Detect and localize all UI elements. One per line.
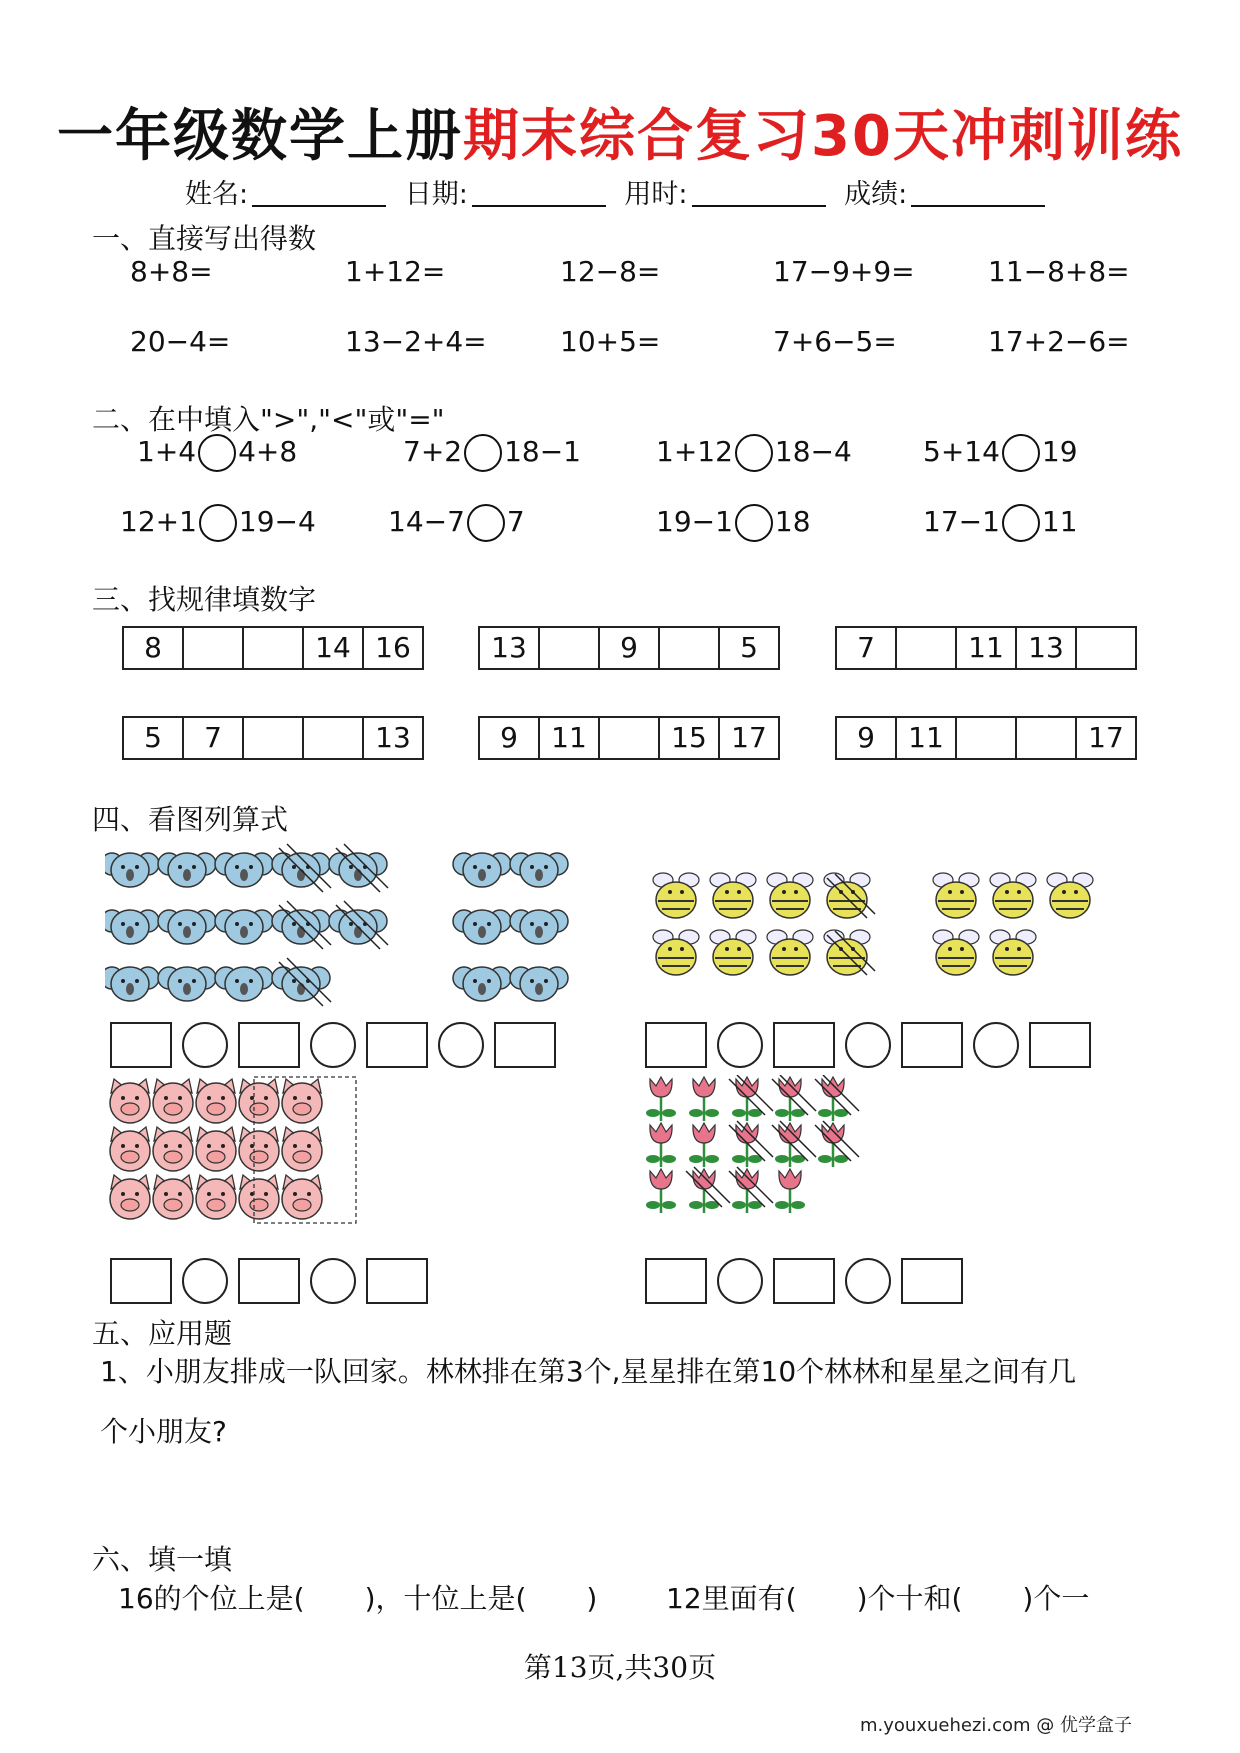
bee-icon xyxy=(990,930,1036,975)
pig-icon xyxy=(153,1127,193,1171)
right-expression: 19 xyxy=(1041,435,1078,468)
sequence-cell: 13 xyxy=(362,716,424,760)
page-title xyxy=(0,92,1240,172)
score-field[interactable] xyxy=(844,172,1045,211)
koala-picture xyxy=(105,840,575,1010)
sequence-row xyxy=(122,716,424,760)
date-field[interactable] xyxy=(405,172,606,211)
sequence-cell[interactable] xyxy=(538,626,600,670)
left-expression: 1+4 xyxy=(137,435,197,468)
koala-icon xyxy=(453,967,511,1001)
pig-icon xyxy=(110,1175,150,1219)
pig-icon xyxy=(239,1079,279,1123)
pig-picture xyxy=(108,1075,368,1225)
sequence-cell: 13 xyxy=(478,626,540,670)
tulip-icon xyxy=(818,1123,848,1167)
score-label: 成绩: xyxy=(844,179,908,210)
q2-part-b: )个十和( xyxy=(856,1582,963,1615)
koala-icon xyxy=(105,910,159,944)
title-red: 期末综合复习30天冲刺训练 xyxy=(463,104,1183,169)
comparison-circle[interactable] xyxy=(1002,434,1040,472)
fill-question-2 xyxy=(666,1577,1089,1617)
comparison-circle[interactable] xyxy=(199,504,237,542)
pig-icon xyxy=(196,1127,236,1171)
right-expression: 7 xyxy=(506,505,525,538)
student-info xyxy=(185,172,1055,211)
operator-circle[interactable] xyxy=(438,1022,484,1068)
right-expression: 4+8 xyxy=(238,435,298,468)
tulip-icon xyxy=(775,1123,805,1167)
arithmetic-problem: 8+8= xyxy=(130,255,213,288)
pig-icon xyxy=(239,1175,279,1219)
right-expression: 18 xyxy=(774,505,811,538)
word-problem-line1: 1、小朋友排成一队回家。林林排在第3个,星星排在第10个林林和星星之间有几 xyxy=(100,1355,1077,1388)
sequence-row xyxy=(835,716,1137,760)
answer-box[interactable] xyxy=(238,1022,300,1068)
arithmetic-problem: 1+12= xyxy=(345,255,446,288)
title-black: 一年级数学上册 xyxy=(57,104,464,169)
koala-icon xyxy=(158,853,216,887)
answer-box[interactable] xyxy=(238,1258,300,1304)
pig-icon xyxy=(196,1079,236,1123)
answer-box[interactable] xyxy=(110,1258,172,1304)
arithmetic-problem: 17−9+9= xyxy=(773,255,915,288)
sequence-cell[interactable] xyxy=(302,716,364,760)
sequence-cell: 9 xyxy=(598,626,660,670)
section4-heading: 四、看图列算式 xyxy=(92,803,289,836)
q2-part-a: 12里面有( xyxy=(666,1582,797,1615)
sequence-cell: 17 xyxy=(718,716,780,760)
left-expression: 1+12 xyxy=(656,435,733,468)
operator-circle[interactable] xyxy=(845,1258,891,1304)
comparison-circle[interactable] xyxy=(464,434,502,472)
pig-icon xyxy=(110,1127,150,1171)
section6-heading: 六、填一填 xyxy=(92,1543,233,1576)
pig-answer-row xyxy=(110,1258,438,1304)
q1-part-c: ) xyxy=(586,1582,598,1615)
answer-box[interactable] xyxy=(1029,1022,1091,1068)
arithmetic-problem: 17+2−6= xyxy=(988,325,1130,358)
tulip-icon xyxy=(818,1077,848,1121)
sequence-cell: 5 xyxy=(122,716,184,760)
fill-question-1 xyxy=(118,1577,597,1617)
sequence-row xyxy=(478,626,780,670)
sequence-cell: 9 xyxy=(478,716,540,760)
sequence-cell: 9 xyxy=(835,716,897,760)
tulip-icon xyxy=(646,1169,676,1213)
bee-picture xyxy=(640,868,1120,988)
section3-heading: 三、找规律填数字 xyxy=(92,583,317,616)
koala-icon xyxy=(105,967,159,1001)
right-expression: 18−1 xyxy=(504,435,581,468)
sequence-cell[interactable] xyxy=(598,716,660,760)
right-expression: 19−4 xyxy=(238,505,316,538)
time-field[interactable] xyxy=(624,172,825,211)
sequence-cell: 14 xyxy=(302,626,364,670)
bee-icon xyxy=(990,873,1036,918)
koala-icon xyxy=(510,967,568,1001)
name-label: 姓名: xyxy=(185,179,249,210)
q2-part-c: )个一 xyxy=(1022,1582,1090,1615)
pig-icon xyxy=(153,1175,193,1219)
section5-heading: 五、应用题 xyxy=(92,1317,233,1350)
comparison-problem xyxy=(923,434,1078,472)
pig-icon xyxy=(282,1175,322,1219)
comparison-problem xyxy=(403,434,581,472)
right-expression: 11 xyxy=(1041,505,1078,538)
pig-icon xyxy=(282,1127,322,1171)
sequence-cell: 11 xyxy=(538,716,600,760)
pig-icon xyxy=(196,1175,236,1219)
arithmetic-problem: 10+5= xyxy=(560,325,661,358)
section1-heading: 一、直接写出得数 xyxy=(92,222,317,255)
left-expression: 14−7 xyxy=(388,505,465,538)
bee-icon xyxy=(710,873,756,918)
left-expression: 19−1 xyxy=(656,505,733,538)
sequence-cell: 11 xyxy=(895,716,957,760)
left-expression: 5+14 xyxy=(923,435,1000,468)
sequence-row xyxy=(835,626,1137,670)
bee-icon xyxy=(767,873,813,918)
answer-box[interactable] xyxy=(110,1022,172,1068)
answer-box[interactable] xyxy=(773,1258,835,1304)
sequence-cell: 8 xyxy=(122,626,184,670)
answer-box[interactable] xyxy=(901,1258,963,1304)
pig-icon xyxy=(239,1127,279,1171)
pig-icon xyxy=(110,1079,150,1123)
comparison-problem xyxy=(656,434,852,472)
pig-icon xyxy=(282,1079,322,1123)
sequence-cell[interactable] xyxy=(182,626,244,670)
left-expression: 7+2 xyxy=(403,435,463,468)
section2-heading: 二、在中填入">","<"或"=" xyxy=(92,403,445,436)
tulip-icon xyxy=(646,1123,676,1167)
bee-icon xyxy=(767,930,813,975)
q1-part-a: 16的个位上是( xyxy=(118,1582,305,1615)
comparison-problem xyxy=(388,504,525,542)
bee-icon xyxy=(1047,873,1093,918)
tulip-icon xyxy=(732,1169,762,1213)
bee-icon xyxy=(824,930,870,975)
tulip-icon xyxy=(689,1077,719,1121)
answer-box[interactable] xyxy=(901,1022,963,1068)
sequence-cell[interactable] xyxy=(658,626,720,670)
comparison-circle[interactable] xyxy=(735,434,773,472)
arithmetic-problem: 20−4= xyxy=(130,325,231,358)
tulip-icon xyxy=(689,1169,719,1213)
arithmetic-problem: 11−8+8= xyxy=(988,255,1130,288)
bee-icon xyxy=(933,930,979,975)
sequence-cell: 7 xyxy=(835,626,897,670)
comparison-problem xyxy=(656,504,811,542)
koala-icon xyxy=(215,910,273,944)
tulip-icon xyxy=(646,1077,676,1121)
operator-circle[interactable] xyxy=(973,1022,1019,1068)
tulip-icon xyxy=(689,1123,719,1167)
bee-icon xyxy=(710,930,756,975)
tulip-icon xyxy=(775,1077,805,1121)
comparison-circle[interactable] xyxy=(1002,504,1040,542)
koala-icon xyxy=(510,853,568,887)
operator-circle[interactable] xyxy=(717,1258,763,1304)
word-problem-line2: 个小朋友? xyxy=(100,1415,227,1448)
koala-icon xyxy=(158,967,216,1001)
sequence-cell: 15 xyxy=(658,716,720,760)
arithmetic-problem: 13−2+4= xyxy=(345,325,487,358)
bee-icon xyxy=(824,873,870,918)
answer-box[interactable] xyxy=(773,1022,835,1068)
koala-answer-row xyxy=(110,1022,566,1068)
koala-icon xyxy=(453,853,511,887)
koala-icon xyxy=(215,967,273,1001)
name-field[interactable] xyxy=(185,172,386,211)
sequence-cell[interactable] xyxy=(242,626,304,670)
koala-icon xyxy=(510,910,568,944)
left-expression: 12+1 xyxy=(120,505,197,538)
bee-icon xyxy=(653,930,699,975)
sequence-cell: 7 xyxy=(182,716,244,760)
q1-part-b: )，十位上是( xyxy=(364,1582,527,1615)
page-number: 第13页,共30页 xyxy=(523,1651,717,1684)
right-expression: 18−4 xyxy=(774,435,852,468)
sequence-cell: 13 xyxy=(1015,626,1077,670)
answer-box[interactable] xyxy=(366,1258,428,1304)
koala-icon xyxy=(105,853,159,887)
sequence-row xyxy=(478,716,780,760)
sequence-cell: 11 xyxy=(955,626,1017,670)
tulip-icon xyxy=(732,1123,762,1167)
sequence-cell[interactable] xyxy=(242,716,304,760)
arithmetic-problem: 7+6−5= xyxy=(773,325,897,358)
tulip-answer-row xyxy=(645,1258,973,1304)
tulip-icon xyxy=(732,1077,762,1121)
left-expression: 17−1 xyxy=(923,505,1000,538)
comparison-problem xyxy=(137,434,297,472)
sequence-cell: 16 xyxy=(362,626,424,670)
operator-circle[interactable] xyxy=(845,1022,891,1068)
time-label: 用时: xyxy=(624,179,688,210)
tulip-picture xyxy=(645,1075,895,1225)
answer-box[interactable] xyxy=(645,1022,707,1068)
koala-icon xyxy=(158,910,216,944)
bee-answer-row xyxy=(645,1022,1101,1068)
bee-icon xyxy=(653,873,699,918)
arithmetic-problem: 12−8= xyxy=(560,255,661,288)
sequence-cell[interactable] xyxy=(1075,626,1137,670)
operator-circle[interactable] xyxy=(310,1022,356,1068)
comparison-problem xyxy=(923,504,1078,542)
comparison-circle[interactable] xyxy=(467,504,505,542)
comparison-circle[interactable] xyxy=(198,434,236,472)
operator-circle[interactable] xyxy=(182,1022,228,1068)
tulip-icon xyxy=(775,1169,805,1213)
operator-circle[interactable] xyxy=(717,1022,763,1068)
answer-box[interactable] xyxy=(494,1022,556,1068)
pig-icon xyxy=(153,1079,193,1123)
answer-box[interactable] xyxy=(366,1022,428,1068)
koala-icon xyxy=(453,910,511,944)
watermark: m.youxuehezi.com @ 优学盒子 xyxy=(860,1715,1133,1736)
answer-box[interactable] xyxy=(645,1258,707,1304)
operator-circle[interactable] xyxy=(310,1258,356,1304)
operator-circle[interactable] xyxy=(182,1258,228,1304)
sequence-cell[interactable] xyxy=(895,626,957,670)
koala-icon xyxy=(215,853,273,887)
sequence-cell: 5 xyxy=(718,626,780,670)
comparison-problem xyxy=(120,504,316,542)
date-label: 日期: xyxy=(404,179,468,210)
sequence-row xyxy=(122,626,424,670)
sequence-cell: 17 xyxy=(1075,716,1137,760)
sequence-cell[interactable] xyxy=(1015,716,1077,760)
sequence-cell[interactable] xyxy=(955,716,1017,760)
bee-icon xyxy=(933,873,979,918)
comparison-circle[interactable] xyxy=(735,504,773,542)
